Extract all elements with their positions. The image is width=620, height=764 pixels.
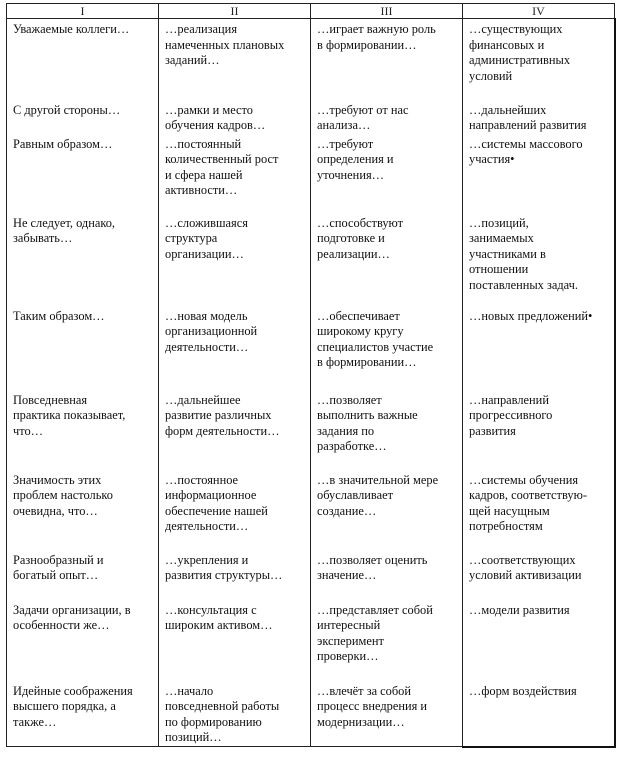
cell-col3 [311,213,463,306]
cell-text: …требуют определения и уточнения… [317,136,394,182]
table-row [7,681,615,747]
cell-col2 [159,19,311,100]
cell-text: …укрепления и развития структуры… [165,552,283,583]
cell-text: С другой стороны… [13,102,121,117]
cell-col2 [159,390,311,470]
cell-col4 [463,306,615,390]
cell-text: …дальнейшее развитие различных форм деятельности… [165,392,280,438]
cell-text: …дальнейших направлений развития [469,102,587,133]
cell-col4 [463,213,615,306]
cell-col2 [159,100,311,134]
cell-col3 [311,19,463,100]
cell-text: …способствуют подготовке и реализации… [317,215,404,261]
cell-col4 [463,19,615,100]
column-header-4: IV [463,4,615,19]
cell-text: …модели развития [469,602,570,617]
cell-col1 [7,681,159,747]
cell-col2 [159,470,311,550]
cell-text: Таким образом… [13,308,105,323]
table-row [7,100,615,134]
cell-text: …консультация с широким активом… [165,602,273,633]
cell-text: …системы обучения кадров, соответствую- щей насущным потребностям [469,472,587,534]
cell-col1 [7,600,159,681]
cell-col3 [311,470,463,550]
cell-text: …системы массового участия• [469,136,583,167]
cell-col4 [463,134,615,213]
cell-text: …рамки и место обучения кадров… [165,102,266,133]
table-row [7,19,615,100]
cell-text: …постоянный количественный рост и сфера нашей активности… [165,136,279,198]
cell-text: …соответствующих условий активизации [469,552,582,583]
cell-col2 [159,306,311,390]
cell-col1 [7,550,159,600]
cell-col4 [463,600,615,681]
cell-text: Не следует, однако, забывать… [13,215,116,246]
cell-col4 [463,100,615,134]
table-row [7,470,615,550]
cell-text: …в значительной мере обуславливает создание… [317,472,439,518]
cell-text: Повседневная практика показывает, что… [13,392,126,438]
cell-col1 [7,306,159,390]
cell-col2 [159,681,311,747]
cell-text: …требуют от нас анализа… [317,102,409,133]
cell-text: …существующих финансовых и административных условий [469,22,571,83]
cell-text: Разнообразный и богатый опыт… [13,552,104,583]
table-row [7,134,615,213]
cell-text: …влечёт за собой процесс внедрения и модернизации… [317,683,428,729]
cell-col4 [463,470,615,550]
cell-col3 [311,550,463,600]
cell-col1 [7,213,159,306]
cell-text: …обеспечивает широкому кругу специалистов участие в формировании… [317,308,434,370]
cell-col2 [159,550,311,600]
cell-text: …направлений прогрессивного развития [469,392,553,438]
cell-text: …позволяет выполнить важные задания по разработке… [317,392,418,454]
cell-col1 [7,19,159,100]
cell-text: Значимость этих проблем настолько очевидна, что… [13,472,113,518]
cell-col4 [463,390,615,470]
cell-col2 [159,134,311,213]
cell-col3 [311,600,463,681]
cell-col1 [7,390,159,470]
table-row [7,390,615,470]
cell-text: …начало повседневной работы по формированию позиций… [165,683,280,745]
cell-col1 [7,100,159,134]
column-header-3: III [311,4,463,19]
cell-text: …новая модель организационной деятельности… [165,308,258,354]
cell-text: …реализация намеченных плановых заданий… [165,22,285,68]
cell-col1 [7,470,159,550]
cell-col3 [311,100,463,134]
column-header-2: II [159,4,311,19]
cell-col3 [311,390,463,470]
phrase-table [6,3,616,748]
table-row [7,306,615,390]
cell-col4 [463,681,615,747]
table-row [7,550,615,600]
cell-text: Идейные соображения высшего порядка, а также… [13,683,133,729]
cell-col1 [7,134,159,213]
cell-text: Задачи организации, в особенности же… [13,602,131,633]
cell-col2 [159,600,311,681]
table-row [7,213,615,306]
header-row [7,4,615,19]
cell-col3 [311,306,463,390]
cell-text: …представляет собой интересный эксперимент проверки… [317,602,433,664]
cell-text: …форм воздействия [469,683,577,698]
cell-text: …позиций, занимаемых участниками в отношении поставленных задач. [469,215,578,293]
cell-col3 [311,134,463,213]
cell-text: …играет важную роль в формировании… [317,22,436,52]
cell-col3 [311,681,463,747]
column-header-1: I [7,4,159,19]
table-row [7,600,615,681]
cell-text: Равным образом… [13,136,113,151]
cell-col4 [463,550,615,600]
cell-col2 [159,213,311,306]
cell-text: …новых предложений• [469,308,593,323]
cell-text: …постоянное информационное обеспечение нашей деятельности… [165,472,268,534]
cell-text: Уважаемые коллеги… [13,22,130,36]
cell-text: …позволяет оценить значение… [317,552,428,583]
cell-text: …сложившаяся структура организации… [165,215,248,261]
